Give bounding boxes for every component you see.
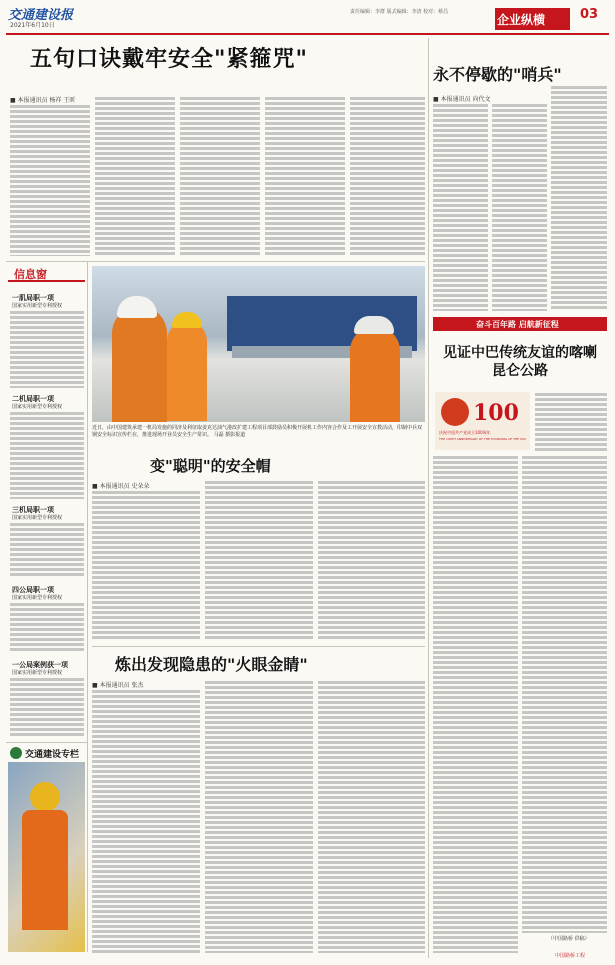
editor-meta: 责任编辑：李群 版式编辑：李清 校对：蔡昌: [350, 9, 449, 15]
leaf-icon: [10, 747, 22, 759]
signature: （中国路桥 供稿）: [548, 936, 590, 942]
sidebar-item-4-sub: 国家实用新型专利授权: [12, 595, 63, 601]
body-col-1: [10, 104, 90, 256]
body-col-4: [265, 96, 345, 256]
byline-right: ■ 本报通讯员 向代文: [433, 96, 491, 103]
headline-eyes: 炼出发现隐患的"火眼金睛": [115, 655, 308, 674]
right2-col-2: [522, 455, 607, 933]
sidebar-item-5-sub: 国家实用新型专利授权: [12, 670, 63, 676]
cpc-logo: 100 庆祝中国共产党成立100周年 THE 100TH ANNIVERSARY OF THE FOUNDING OF THE CPC: [435, 392, 530, 450]
band-label: 奋斗百年路 启航新征程: [476, 320, 559, 329]
byline-eyes: ■ 本报通讯员 张杰: [92, 682, 144, 689]
right-col-2: [492, 103, 547, 311]
sidebar-item-2-sub: 国家实用新型专利授权: [12, 404, 63, 410]
sidebar-item-3-title: 三机局职一项: [12, 506, 54, 514]
photo-caption: 近日，由中国建筑承建一机局发施的同济及利征取姜克达油气港改扩建工程项目部鼓励员积极开展机工作内容合作及工开展安全宣教活动，印制中兵双钢安全标识宣传栏在，推进现场开业员安全生产常识。 马磊 摄影报道: [92, 425, 423, 438]
headline-right: 永不停歇的"哨兵": [433, 65, 562, 84]
sidebar-item-1-sub: 国家实用新型专利授权: [12, 303, 63, 309]
logo-caption: 庆祝中国共产党成立100周年: [439, 430, 491, 435]
construction-photo: [8, 762, 85, 952]
right2-col-1: [433, 455, 518, 953]
sidebar-item-1-title: 一肌局职一项: [12, 294, 54, 302]
body-col-2: [95, 96, 175, 256]
helmet-yellow-icon: [172, 312, 202, 328]
sidebar-item-5-title: 一公局案例获一项: [12, 661, 68, 669]
body-col-3: [180, 96, 260, 256]
sidebar-item-2-title: 二机局职一项: [12, 395, 54, 403]
newspaper-logo: 交通建设报: [8, 8, 74, 23]
headline-helmet: 变"聪明"的安全帽: [150, 457, 271, 475]
headline-right-2: 见证中巴传统友谊的喀喇昆仑公路: [443, 345, 597, 379]
right-col-1: [433, 103, 488, 311]
issue-date: 2021年6月10日: [10, 22, 55, 29]
logo-caption-en: THE 100TH ANNIVERSARY OF THE FOUNDING OF THE CPC: [439, 437, 527, 441]
helmet-icon: [30, 782, 60, 812]
sidebar-bottom-title: 交通建设专栏: [25, 750, 80, 760]
headline-main: 五句口诀戴牢安全"紧箍咒": [30, 46, 308, 72]
helmet-white-icon: [117, 296, 157, 318]
sidebar-item-3-sub: 国家实用新型专利授权: [12, 515, 63, 521]
worker-1: [112, 306, 167, 422]
sidebar-title: 信息窗: [14, 268, 47, 281]
sidebar-item-4-title: 四公局职一项: [12, 586, 54, 594]
byline-main: ■ 本报通讯员 杨祥 王昕: [10, 97, 76, 104]
right-col-3: [551, 85, 607, 311]
body-col-5: [350, 96, 425, 256]
page-number: 03: [580, 7, 599, 22]
byline-helmet: ■ 本报通讯员 史朵朵: [92, 483, 150, 490]
masthead-rule: [6, 33, 609, 35]
footer-label: 中国路桥工程: [555, 953, 586, 959]
emblem-icon: [441, 398, 469, 426]
section-title: 企业纵横: [497, 13, 546, 27]
